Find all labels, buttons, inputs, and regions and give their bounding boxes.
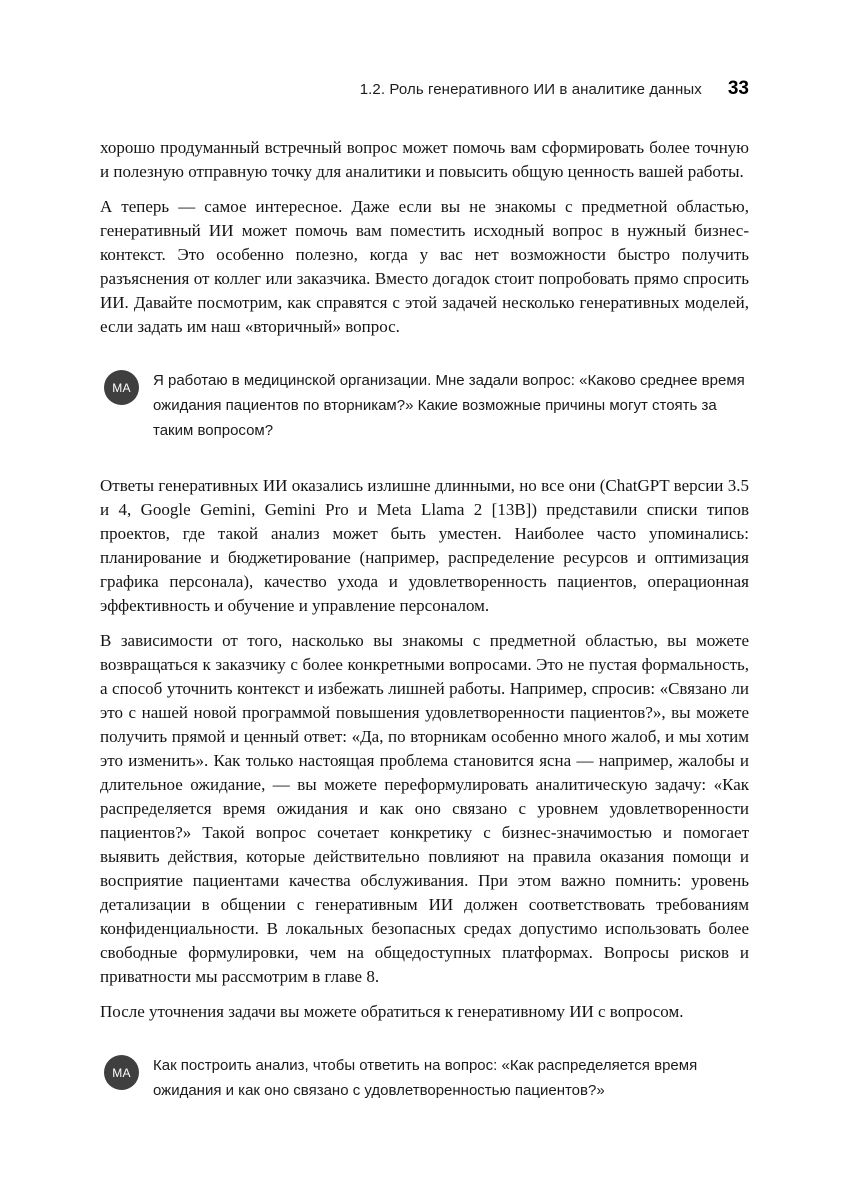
chat-prompt-2 [104, 1053, 749, 1103]
paragraph-intro-continuation: хорошо продуманный встречный вопрос может помочь вам сформировать более точную и полезную отправную точку для аналитики и повысить общую ценность вашей работы. [100, 138, 749, 181]
paragraph-clarifying-questions: В зависимости от того, насколько вы знакомы с предметной областью, вы можете возвращаться к заказчику с более конкретными вопросами. Это не пустая формальность, а способ уточнить контекст и избежать лишней работы. Например, спросив: «Связано ли это с нашей новой программой повышения удовлетворенности пациентов?», вы можете получить прямой и ценный ответ: «Да, по вторникам особенно много жалоб, и мы хотим это изменить». Как только настоящая проблема становится ясна — например, жалобы и длительное ожидание, — вы можете переформулировать аналитическую задачу: «Как распределяется время ожидания и как оно связано с уровнем удовлетворенности пациентов?» Такой вопрос сочетает конкретику с бизнес-значимостью и помогает выявить действия, которые действительно повлияют на правила оказания помощи и восприятие пациентами качества обслуживания. При этом важно помнить: уровень детализации в общении с генеративным ИИ должен соответствовать требованиям конфиденциальности. В локальных безопасных средах допустимо использовать более свободные формулировки, чем на общедоступных платформах. Вопросы рисков и приватности мы рассмотрим в главе 8. [100, 631, 749, 986]
page-header [100, 78, 749, 100]
chat-prompt-text: Как построить анализ, чтобы ответить на вопрос: «Как распределяется время ожидания и как оно связано с удовлетворенностью пациентов?» [153, 1057, 698, 1099]
avatar: МА [104, 1055, 139, 1090]
paragraph-ai-responses: Ответы генеративных ИИ оказались излишне длинными, но все они (ChatGPT версии 3.5 и 4, Google Gemini, Gemini Pro и Meta Llama 2 [13B]) представили списки типов проектов, где такой анализ может быть уместен. Наиболее часто упоминались: планирование и бюджетирование (например, распределение ресурсов и оптимизация графика персонала), качество ухода и удовлетворенность пациентов, операционная эффективность и обучение и управление персоналом. [100, 476, 749, 615]
chat-prompt-1 [104, 368, 749, 443]
page-content [100, 136, 749, 1103]
paragraph-business-context: А теперь — самое интересное. Даже если вы не знакомы с предметной областью, генеративный ИИ может помочь вам поместить исходный вопрос в нужный бизнес-контекст. Это особенно полезно, когда у вас нет возможности быстро получить разъяснения от коллег или заказчика. Вместо догадок стоит попробовать прямо спросить ИИ. Давайте посмотрим, как справятся с этой задачей несколько генеративных моделей, если задать им наш «вторичный» вопрос. [100, 197, 749, 336]
page-number: 33 [727, 78, 749, 99]
chat-prompt-text: Я работаю в медицинской организации. Мне задали вопрос: «Каково среднее время ожидания пациентов по вторникам?» Какие возможные причины могут стоять за таким вопросом? [153, 372, 745, 439]
paragraph-next-step: После уточнения задачи вы можете обратиться к генеративному ИИ с вопросом. [100, 1002, 684, 1021]
chapter-title: 1.2. Роль генеративного ИИ в аналитике данных [359, 81, 702, 98]
avatar: МА [104, 370, 139, 405]
